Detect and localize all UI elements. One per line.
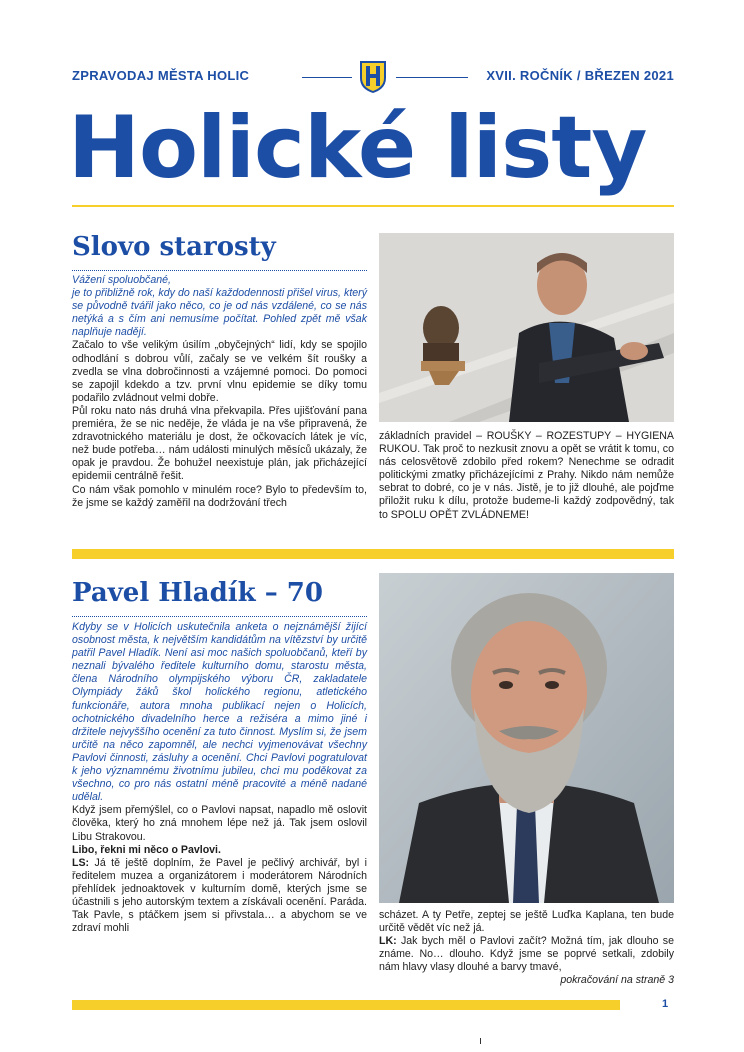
speaker-text: Já tě ještě doplním, že Pavel je pečlivý archivář, byl i ředitelem muzea a organizátorem i moderátorem Národních přehlídek jednoaktovek v kulturním domě, kterých jsme se účastnili s jeho autorským textem a získávali ocenění. Paráda. Tak Pavle, s ptáčkem jsem si přivstala… a abychom se ve zdraví mohli	[72, 856, 367, 935]
section-title-underline	[72, 270, 367, 271]
paragraph: pokračování na straně 3	[560, 974, 674, 987]
section-title-underline	[72, 616, 367, 617]
paragraph: scházet. A ty Petře, zeptej se ještě Luďka Kaplana, ten bude určitě vědět víc než já.	[379, 909, 674, 935]
mayor-photo-illustration	[379, 233, 674, 422]
paragraph: základních pravidel – ROUŠKY – ROZESTUPY – HYGIENA RUKOU. Tak proč to nezkusit znovu a opět se vrátit k tomu, co nás celosvětově zdobilo před rokem? Nenechme se odradit politickými zmatky přicházejícími z Prahy. Nikdo nám nemůže sebrat to dobré, co je v nás. Jistě, je to již dlouhé, ale pojďme přiložit ruku k dílu, protože budeme-li každý zodpovědný, tak to SPOLU OPĚT ZVLÁDNEME!	[379, 430, 674, 521]
mayor-column-right	[379, 430, 674, 522]
paragraph: Kdyby se v Holicích uskutečnila anketa o nejznámější žijící osobnost města, k největším kandidátům na vítězství by určitě patřil Pavel Hladík. Není asi moc našich spoluobčanů, kteří by neznali bývalého ředitele kulturního domu, starostu města, člena Národního olympijského výboru ČR, zakladatele Olympiády žáků škol holického regionu, atletického funkcionáře, autora mnoha publikací nejen o Holicích, ochotnického divadelního herce a režiséra a mimo jiné i držitele nejvyššího ocenění za tuto činnost. Myslím si, že jsem určitě na něco zapomněl, ale nechci vyjmenovávat všechny Pavlovi činnosti, zásluhy a ocenění. Chci Pavlovi pogratulovat k jeho významnému životnímu jubileu, chci mu poděkovat za všechno, co pro nás ostatní méně pracovité a méně nadané udělal.	[72, 621, 367, 804]
speaker-label: LK:	[379, 935, 397, 948]
section-divider-bar	[72, 549, 674, 559]
hladik-portrait-illustration	[379, 573, 674, 903]
paragraph: Libo, řekni mi něco o Pavlovi.	[72, 843, 221, 856]
city-coat-of-arms-icon	[359, 60, 387, 94]
pavel-hladik-photo	[379, 573, 674, 903]
header-rule-left	[302, 77, 352, 78]
page-number: 1	[662, 998, 669, 1010]
speaker-text: Jak bych měl o Pavlovi začít? Možná tím, jak dlouho se známe. No… dlouho. Když jsme se poprvé setkali, zdobily nám hlavy vlasy dlouhé a barvy tmavé,	[379, 935, 674, 974]
section-title-pavel-hladik: Pavel Hladík – 70	[72, 578, 323, 608]
paragraph: Začalo to vše velikým úsilím „obyčejných“ lidí, kdy se spojilo odhodlání s dobrou vůlí, začaly se ve velkém šít roušky a zvedla se vlna dobročinnosti a vzájemné pomoci. Do pomoci se zapojil kdekdo a tzv. první vlnu epidemie se díky tomu podařilo zvládnout velmi dobře.	[72, 339, 367, 404]
hladik-column-left	[72, 621, 367, 935]
mayor-column-left	[72, 274, 367, 510]
header-rule-right	[396, 77, 468, 78]
newsletter-subtitle: ZPRAVODAJ MĚSTA HOLIC	[72, 68, 250, 83]
paragraph: je to přibližně rok, kdy do naší každodennosti přišel virus, který se původně tvářil jako něco, co je od nás vzdálené, co se nás netýká a s čím ani nemusíme počítat. Pohled zpět mě však naplňuje nadějí.	[72, 287, 367, 339]
paragraph	[379, 935, 674, 974]
paragraph: Vážení spoluobčané,	[72, 274, 171, 286]
crop-mark	[480, 1038, 481, 1044]
paragraph: Když jsem přemýšlel, co o Pavlovi napsat, napadlo mě oslovit člověka, který ho zná mnohem lépe než já. Tak jsem oslovil Libu Strakovou.	[72, 804, 367, 843]
masthead-title: Holické listy	[68, 98, 647, 198]
paragraph: Půl roku nato nás druhá vlna překvapila. Přes ujišťování pana premiéra, že se nic neděje, že vláda je na vše připravená, že zdravotnického materiálu je dost, že očkovacích látek je víc, než bude potřeba… nám události minulých měsíců ukázaly, že opak je pravdou. Že bohužel neexistuje plán, jak přicházející epidemii centrálně řešit.	[72, 404, 367, 483]
hladik-column-right	[379, 909, 674, 988]
masthead-rule	[72, 205, 674, 207]
section-title-mayor: Slovo starosty	[72, 232, 276, 262]
paragraph: Co nám však pomohlo v minulém roce? Bylo to především to, že jsme se každý zaměřil na dodržování třech	[72, 483, 367, 509]
issue-info: XVII. ROČNÍK / BŘEZEN 2021	[486, 68, 674, 83]
paragraph	[72, 857, 367, 936]
mayor-photo	[379, 233, 674, 422]
footer-bar	[72, 1000, 620, 1010]
speaker-label: LS:	[72, 856, 90, 869]
